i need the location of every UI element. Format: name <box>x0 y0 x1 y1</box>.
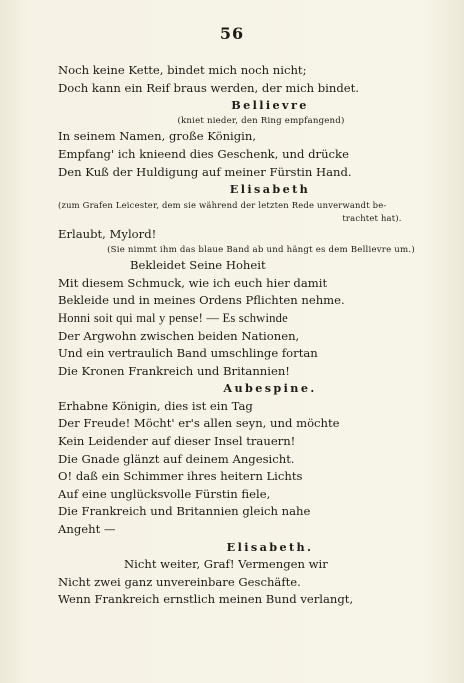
verse-line: In seinem Namen, große Königin, <box>58 129 257 144</box>
verse-line: Wenn Frankreich ernstlich meinen Bund verlangt, <box>58 592 354 607</box>
stage-direction: (kniet nieder, den Ring empfangend) <box>177 115 345 126</box>
verse-line: Bekleide und in meines Ordens Pflichten nehme. <box>58 293 345 308</box>
verse-line: Die Frankreich und Britannien gleich nahe <box>58 504 311 519</box>
speaker-name: Elisabeth <box>229 182 311 197</box>
verse-line: Den Kuß der Huldigung auf meiner Fürstin Hand. <box>58 164 352 179</box>
speaker-name: Elisabeth. <box>226 539 314 554</box>
stage-direction: (zum Grafen Leicester, dem sie während der letzten Rede unverwandt be- <box>58 199 387 210</box>
verse-line: Erhabne Königin, dies ist ein Tag <box>58 398 253 413</box>
verse-line: Empfang' ich knieend dies Geschenk, und drücke <box>58 146 349 161</box>
verse-line: Mit diesem Schmuck, wie ich euch hier damit <box>58 275 328 290</box>
stage-direction: trachtet hat). <box>342 213 402 224</box>
page-number: 56 <box>219 24 245 43</box>
verse-line: Nicht zwei ganz unvereinbare Geschäfte. <box>58 574 301 589</box>
verse-line: Auf eine unglücksvolle Fürstin fiele, <box>58 486 271 501</box>
verse-line: Die Kronen Frankreich und Britannien! <box>58 363 290 378</box>
verse-line: Honni soit qui mal y pense! — Es schwinde <box>58 310 288 325</box>
verse-line: Die Gnade glänzt auf deinem Angesicht. <box>58 451 295 466</box>
verse-line: O! daß ein Schimmer ihres heitern Lichts <box>58 469 303 484</box>
verse-line: Nicht weiter, Graf! Vermengen wir <box>124 557 328 572</box>
speaker-name: Aubespine. <box>223 381 317 396</box>
verse-line: Der Freude! Möcht' er's allen seyn, und möchte <box>58 416 340 431</box>
verse-line: Der Argwohn zwischen beiden Nationen, <box>58 328 300 343</box>
body-text <box>58 62 446 609</box>
verse-line: Doch kann ein Reif braus werden, der mich bindet. <box>58 80 359 95</box>
verse-line: Erlaubt, Mylord! <box>58 226 157 241</box>
verse-line: Und ein vertraulich Band umschlinge fortan <box>58 346 318 361</box>
verse-line: Angeht — <box>58 522 116 537</box>
verse-line: Kein Leidender auf dieser Insel trauern! <box>58 434 296 449</box>
verse-line: Noch keine Kette, bindet mich noch nicht; <box>58 63 307 77</box>
stage-direction: (Sie nimmt ihm das blaue Band ab und hängt es dem Bellievre um.) <box>107 244 415 255</box>
speaker-name: Bellievre <box>231 98 309 113</box>
verse-line: Bekleidet Seine Hoheit <box>130 258 266 273</box>
